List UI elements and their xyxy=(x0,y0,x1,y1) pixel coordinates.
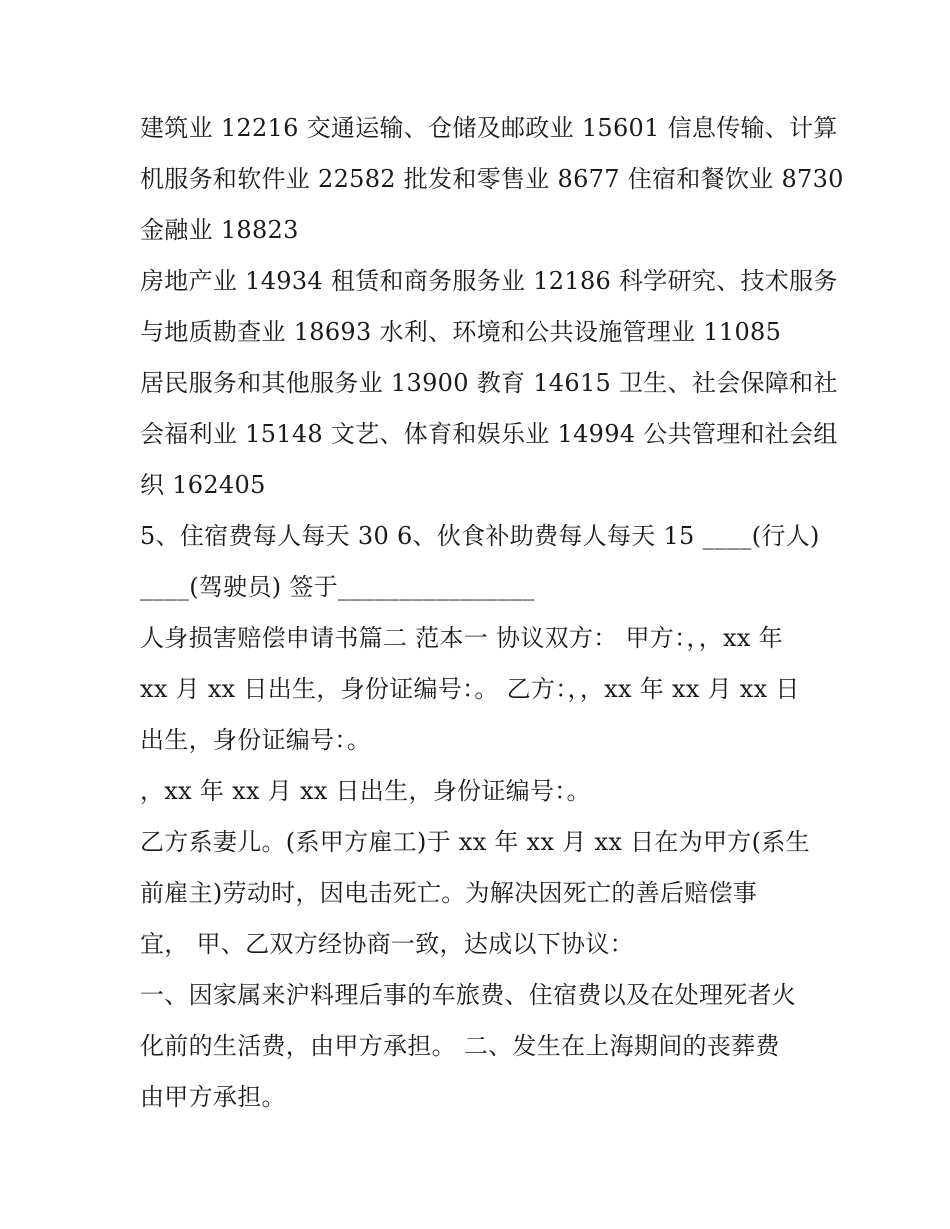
text-line: xx 月 xx 日出生，身份证编号：。 乙方：，，xx 年 xx 月 xx 日 xyxy=(140,675,800,703)
text-line: 宜， 甲、乙双方经协商一致，达成以下协议： xyxy=(140,930,634,958)
text-line: 由甲方承担。 xyxy=(140,1083,286,1111)
text-line: 房地产业 14934 租赁和商务服务业 12186 科学研究、技术服务 xyxy=(140,267,838,295)
text-line: 5、住宿费每人每天 30 6、伙食补助费每人每天 15 ____(行人) xyxy=(140,522,820,550)
text-line: 与地质勘查业 18693 水利、环境和公共设施管理业 11085 xyxy=(140,318,782,346)
text-line: 机服务和软件业 22582 批发和零售业 8677 住宿和餐饮业 8730 xyxy=(140,165,844,193)
text-line: 人身损害赔偿申请书篇二 范本一 协议双方： 甲方：，，xx 年 xyxy=(140,624,783,652)
text-line: 会福利业 15148 文艺、体育和娱乐业 14994 公共管理和社会组 xyxy=(140,420,838,448)
text-line: 金融业 18823 xyxy=(140,216,299,244)
text-line: 一、因家属来沪料理后事的车旅费、住宿费以及在处理死者火 xyxy=(140,981,797,1009)
text-line: 居民服务和其他服务业 13900 教育 14615 卫生、社会保障和社 xyxy=(140,369,838,397)
document-body xyxy=(140,103,844,1123)
text-line: 出生，身份证编号：。 xyxy=(140,726,371,754)
text-line: 乙方系妻儿。(系甲方雇工)于 xx 年 xx 月 xx 日在为甲方(系生 xyxy=(140,828,810,856)
text-line: ____(驾驶员) 签于________________ xyxy=(140,573,535,601)
text-line: ，xx 年 xx 月 xx 日出生，身份证编号：。 xyxy=(140,777,591,805)
text-line: 织 162405 xyxy=(140,471,266,499)
text-line: 化前的生活费，由甲方承担。 二、发生在上海期间的丧葬费 xyxy=(140,1032,780,1060)
text-line: 建筑业 12216 交通运输、仓储及邮政业 15601 信息传输、计算 xyxy=(140,114,838,142)
text-line: 前雇主)劳动时，因电击死亡。为解决因死亡的善后赔偿事 xyxy=(140,879,758,907)
